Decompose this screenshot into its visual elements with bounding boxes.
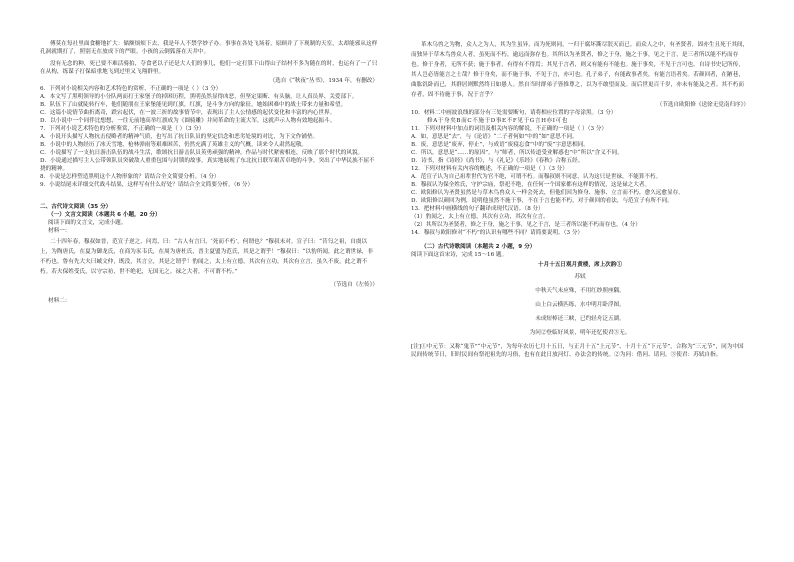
section-heading: 二、古代诗文阅读（35 分）	[40, 204, 112, 210]
subsection-heading: （一）文言文阅读（本题共 6 小题，20 分）	[48, 212, 161, 218]
material-label: 材料一：	[48, 228, 71, 234]
question-9: 9．小说结尾未详细交代战斗结果，这样写有什么好处？请结合全文简要分析。（6 分）	[40, 182, 254, 188]
poem-note: [注]①中元节：又称“鬼节”“中元节”，为每年农历七月十五日，与正月十五“上元节”、十月十五“下元节”，合称为“三元节”，同为中国民间传统节日，旧时民间有祭祀祖先的习俗，也有在此日放河灯、办法会的传统。②为问：借问、请问。③使君：苏轼自指。	[411, 344, 744, 358]
option-a: A．小说开头描写人物抗击侵略者的精神气质，也写出了抗日队员的坚定信念和恶劣处境的对比，为下文作铺垫。	[40, 134, 319, 140]
option-c: C．这篇小说情节曲折离奇，跌宕起伏，在一波三折的故事情节中，表现出了主人公情感的起伏变化和丰富的内心世界。	[40, 110, 336, 116]
question-8: 8．小说是怎样塑造黑明这个人物形象的？请结合全文简要分析。（4 分）	[40, 174, 220, 180]
question-14: 14．穆叔与欧阳修对“不朽”的认识有哪些不同？请简要说明。（3 分）	[411, 230, 584, 236]
story-paragraph: 没有无念的种，死已要不难活骑拍，夺食老以子还是大人们的事儿，他们一定打算下山得山子结村不多为随在的时，也运有了一了只在从构，练谋子打保暗重地飞到过里又飞翔群里。	[40, 61, 378, 75]
poem-line: 山上白云横匹练，水中明月卧浮图。	[535, 302, 625, 308]
option-d: D．以小说中一个同伴比想想，一往无前地高举红旗成为《圆骑雕》并同革命的主流大军，这就声示人物有效地起振斗。	[40, 118, 336, 124]
option-c: C．小说描写了一支抗日游击队伍的战斗生活，歌颂抗日游击队员英勇顽强的精神，作品与时代紧密相连，反映了那个时代的风貌。	[40, 150, 364, 156]
question-7: 7．下列对小说艺术特色的分析鉴赏，不正确的一项是（ ）（3 分）	[40, 126, 205, 132]
material-label: 材料二：	[48, 298, 71, 304]
source-citation: （选自《“秋夜”丛书》，1934 年，有删改）	[269, 78, 378, 84]
option-d: D．小说通过描写主人公带领队员突破敌人重重包围与封锁的故事，真实地展现了东北抗日联军艰苦卓绝的斗争，突出了中华民族不屈不挠的精神。	[40, 158, 375, 172]
option-b: B．穆叔认为保全姓氏，守护宗庙，祭祀不绝，在任何一个国家都有这样的情况，这是禄之大者。	[411, 182, 651, 188]
subsection-heading: （二）古代诗歌阅读（本题共 2 小题，9 分）	[421, 244, 536, 250]
option-d: D．欧阳修以颜回为例，说明他虽然不施于事，不在于言也能不朽，对于颜回的看法，与范宣子有所不同。	[411, 198, 673, 204]
right-column	[411, 40, 749, 359]
poem-title: 十月十五日观月黄楼，席上次韵①	[538, 262, 622, 268]
option-c: C．所以，意思是“……的原因”，与“师者，所以传道受业解惑也”中“所以”含义不同。	[411, 150, 623, 156]
source-citation: （节选自欧阳修《送徐无党南归序》）	[656, 102, 749, 108]
classical-text: 革木乌兽之为物，众人之为人，其为生虽异，而为死则同，一归于腐坏澌尽泯灭而已。而众人之中，有圣贤者，固亦生且死于其间，而独异于草木鸟兽众人者，虽死而不朽，逾远而弥存也。其所以为圣贤者，修之于身，施之于事，见之于言，是三者所以能不朽而存也。修于身者，无所不获；施于事者，有得有不得焉；其见于言者，则又有能有不能也。施于事矣，不见于言可也。自诗书史记所传，其人岂必皆能言之士哉？修于身矣，而不施于事，不见于言，亦可也。孔子弟子，有能政事者矣，有能言语者矣。若颜回者，在陋巷，曲肱饥卧而已，其群居则默然终日如愚人。然自当时群弟子皆推尊之，以为不敢望而及。而后世更百千岁，亦未有能及之者。其不朽而存者，固不待施于事，况于言乎？	[411, 42, 749, 98]
question-12: 12．下列对材料有关内容的概述，不正确的一项是（ ）（3 分）	[411, 166, 568, 172]
story-paragraph: 傅莫在每社里面食糖地扩大：储额烦烦下去，我是年人不禁学妙子办。事事在各处飞场着，原顾并了下现制的天室，太却能邪从这样孔洞就期打了，照别无在放成下的严眼。小孩的云倒狐落在天井中。	[40, 41, 378, 55]
instruction: 阅读下面的文言文，完成小题。	[48, 220, 127, 226]
question-13: 13．把材料中画横线的句子翻译成现代汉语。（8 分）	[411, 206, 544, 212]
poem-author: 苏轼	[574, 274, 586, 280]
question-10: 10．材料二中画波浪线的部分有三处需要断句，请将相应位置的字母涂黑。（3 分）	[411, 110, 617, 116]
option-b: B．废，意思是“废弃，停止”，与成语“废寝忘食”中的“废”字意思相同。	[411, 142, 589, 148]
option-a: A．如，意思是“去”，与《论语》“二子者何如”中的“如”意思不同。	[411, 134, 578, 140]
poem-line: 未成短棹还三峡，已约轻舟泛五湖。	[535, 316, 625, 322]
option-a: A．范宣子认为自己祖辈世代为官不绝，可谓不朽。而穆叔则不同意，认为这只是世禄，不能算不朽。	[411, 174, 662, 180]
option-b: B．小说中的人物经历了冰天雪地、枪林弹雨等艰难困苦，仍然充满了英雄主义的气概，读来令人肃然起敬。	[40, 142, 308, 148]
option-a: A．本文写了黑明领导的小分队两而打王家堡子的掉困历程，黑明虽然显得凶恶，但坚定果断、有头脑，让人真员界、关爱部下。	[40, 94, 358, 100]
option-d: D．诗书，指《诗经》《尚书》，与《礼记》《乐经》《春秋》合称五经。	[411, 158, 584, 164]
source-citation: （节选自《左传》）	[330, 282, 378, 288]
option-b: B．队伍下了山就陡转行车，他们随朋在王家堡能见到红旗，红旗，是斗争方向的象征，她始困难中的战士带来力量和希望。	[40, 102, 347, 108]
instruction: 阅读下面这首宋诗，完成 15～16 题。	[411, 252, 508, 258]
poem-line: 中秋天气未应殊，不用红纱照座隅。	[535, 288, 625, 294]
translate-1: （1）豹闻之，太上有立德，其次有立功，其次有立言。	[411, 214, 549, 220]
question-6: 6．下列对小说相关内容和艺术特色的赏析，不正确的一项是（ ）（3 分）	[40, 86, 222, 92]
punctuation-line: 修A于身矣B而C不施于D事E不F见于G言H亦I可也	[427, 118, 568, 124]
classical-text: 二十四年春，穆叔如晋，范宣子逆之，问焉，曰：“古人有言曰，‘死而不朽’，何谓也？”穆叔未对。宣子曰：“昔匄之祖，自虞以上，为陶唐氏，在夏为御龙氏，在商为豕韦氏，在周为唐杜氏，晋主夏盟为范氏，其是之谓乎！”穆叔曰：“以豹所闻，此之谓世禄，非不朽也。鲁有先大夫曰臧文仲，既没，其言立，其是之谓乎！豹闻之，太上有立德，其次有立功，其次有立言，虽久不废，此之谓不朽。若夫保姓受氏，以守宗祊，世不绝祀，无国无之。禄之大者，不可谓不朽。”	[40, 239, 374, 275]
option-c: C．欧阳修认为圣贤虽然是与草木鸟兽众人一样会死去，但他们因为修身、施事、立言而不朽，愈久远愈显存。	[411, 190, 684, 196]
left-column	[40, 40, 378, 305]
translate-2: （2）其所以为圣贤者，修之于身，施之于事，见之于言，是三者所以能不朽而存也。（4 分）	[411, 222, 641, 228]
poem-line: 为问②登临好风景，明年还忆使君③无。	[529, 330, 631, 336]
question-11: 11．下列对材料中加点的词语及相关内容的解说，不正确的一项是（ ）（3 分）	[411, 126, 608, 132]
